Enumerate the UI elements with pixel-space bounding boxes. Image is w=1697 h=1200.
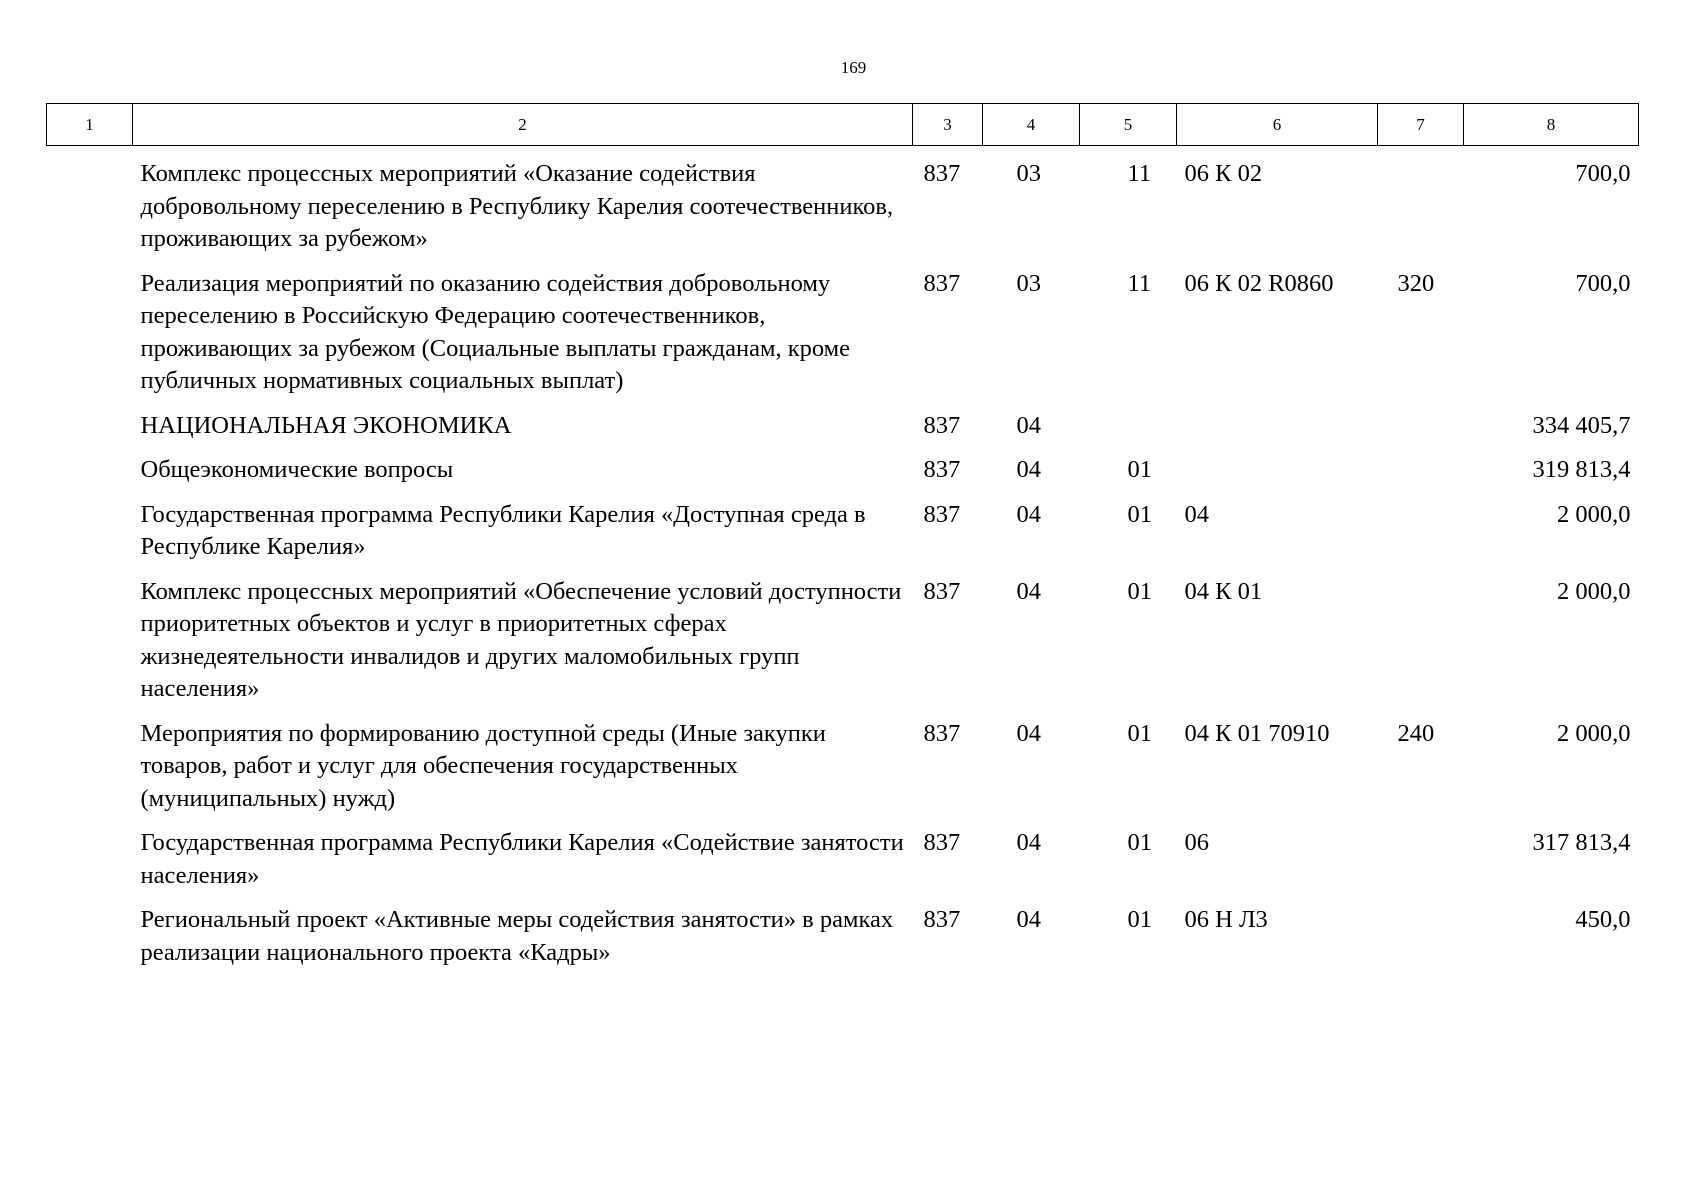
table-row	[47, 146, 1639, 256]
row-name: Реализация мероприятий по оказанию содействия добровольному переселению в Российскую Федерацию соотечественников, проживающих за рубежом (Социальные выплаты гражданам, кроме публичных нормативных социальных выплат)	[140, 269, 851, 394]
row-expense-type: 240	[1397, 719, 1435, 747]
column-header-2: 2	[133, 104, 913, 146]
row-target-article: 06 К 02	[1184, 160, 1263, 187]
row-name: Государственная программа Республики Карелия «Доступная среда в Республике Карелия»	[140, 500, 866, 560]
column-number-row	[47, 104, 1639, 146]
row-section: 03	[1016, 160, 1041, 187]
row-ministry-code: 837	[923, 719, 961, 747]
row-col1	[47, 487, 133, 564]
column-header-5: 5	[1080, 104, 1177, 146]
table-row	[47, 815, 1639, 892]
table-row	[47, 487, 1639, 564]
row-expense-type	[1378, 892, 1464, 969]
row-expense-type	[1378, 564, 1464, 706]
row-section: 04	[1016, 577, 1041, 605]
row-target-article: 06 К 02 R0860	[1184, 269, 1334, 297]
row-name: Комплекс процессных мероприятий «Оказание содействия добровольному переселению в Республику Карелия соотечественников, проживающих за рубежом»	[140, 160, 894, 252]
table-row	[47, 442, 1639, 487]
table-row	[47, 706, 1639, 816]
row-col1	[47, 706, 133, 816]
row-name: Общеэкономические вопросы	[140, 456, 454, 483]
row-amount: 2 000,0	[1557, 577, 1631, 605]
row-col1	[47, 442, 133, 487]
table-row	[47, 398, 1639, 443]
row-ministry-code: 837	[923, 906, 961, 933]
column-header-1: 1	[47, 104, 133, 146]
row-amount: 319 813,4	[1532, 456, 1631, 483]
column-header-8: 8	[1464, 104, 1639, 146]
row-section: 04	[1016, 829, 1041, 856]
row-section: 04	[1016, 411, 1041, 439]
table-body	[47, 146, 1639, 970]
row-target-article	[1177, 398, 1378, 443]
row-target-article: 04 К 01	[1184, 577, 1263, 605]
row-subsection: 01	[1127, 577, 1152, 605]
row-amount: 317 813,4	[1532, 829, 1631, 856]
row-target-article: 04	[1184, 500, 1209, 528]
row-subsection: 11	[1127, 269, 1152, 297]
row-name: Комплекс процессных мероприятий «Обеспечение условий доступности приоритетных объектов и услуг в приоритетных сферах жизнедеятельности инвалидов и других маломобильных групп населения»	[140, 577, 902, 702]
table-row	[47, 892, 1639, 969]
page-number: 169	[840, 58, 867, 77]
row-section: 04	[1016, 906, 1041, 933]
row-expense-type	[1378, 815, 1464, 892]
row-ministry-code: 837	[923, 456, 961, 483]
row-target-article	[1177, 442, 1378, 487]
table-row	[47, 564, 1639, 706]
row-subsection: 01	[1127, 500, 1152, 528]
column-header-6: 6	[1177, 104, 1378, 146]
row-section: 04	[1016, 456, 1041, 483]
row-subsection: 11	[1127, 160, 1152, 187]
row-name: Мероприятия по формированию доступной среды (Иные закупки товаров, работ и услуг для обеспечения государственных (муниципальных) нужд)	[140, 719, 826, 812]
column-header-7: 7	[1378, 104, 1464, 146]
row-expense-type	[1378, 398, 1464, 443]
row-section: 04	[1016, 719, 1041, 747]
row-target-article: 04 К 01 70910	[1184, 719, 1330, 747]
row-subsection: 01	[1127, 829, 1152, 856]
row-ministry-code: 837	[923, 160, 961, 187]
row-subsection: 01	[1127, 906, 1152, 933]
column-header-3: 3	[913, 104, 983, 146]
row-expense-type	[1378, 146, 1464, 256]
row-ministry-code: 837	[923, 411, 961, 439]
row-ministry-code: 837	[923, 269, 961, 297]
row-col1	[47, 398, 133, 443]
row-section: 03	[1016, 269, 1041, 297]
row-expense-type	[1378, 442, 1464, 487]
row-amount: 2 000,0	[1557, 500, 1631, 528]
row-amount: 700,0	[1575, 160, 1631, 187]
row-amount: 2 000,0	[1557, 719, 1631, 747]
row-target-article: 06	[1184, 829, 1209, 856]
row-subsection	[1080, 398, 1177, 443]
row-ministry-code: 837	[923, 500, 961, 528]
row-ministry-code: 837	[923, 577, 961, 605]
column-header-4: 4	[983, 104, 1080, 146]
budget-table	[46, 103, 1639, 969]
row-name: Региональный проект «Активные меры содействия занятости» в рамках реализации национального проекта «Кадры»	[140, 906, 894, 966]
row-col1	[47, 815, 133, 892]
row-name: НАЦИОНАЛЬНАЯ ЭКОНОМИКА	[140, 411, 512, 439]
table-row	[47, 256, 1639, 398]
row-amount: 334 405,7	[1532, 411, 1631, 439]
row-subsection: 01	[1127, 719, 1152, 747]
row-col1	[47, 256, 133, 398]
row-amount: 700,0	[1575, 269, 1631, 297]
row-col1	[47, 892, 133, 969]
row-amount: 450,0	[1575, 906, 1631, 933]
row-col1	[47, 146, 133, 256]
row-name: Государственная программа Республики Карелия «Содействие занятости населения»	[140, 829, 904, 889]
row-section: 04	[1016, 500, 1041, 528]
row-target-article: 06 Н Л3	[1184, 906, 1268, 933]
row-expense-type: 320	[1397, 269, 1435, 297]
table-header	[47, 104, 1639, 146]
row-subsection: 01	[1127, 456, 1152, 483]
row-col1	[47, 564, 133, 706]
row-ministry-code: 837	[923, 829, 961, 856]
row-expense-type	[1378, 487, 1464, 564]
